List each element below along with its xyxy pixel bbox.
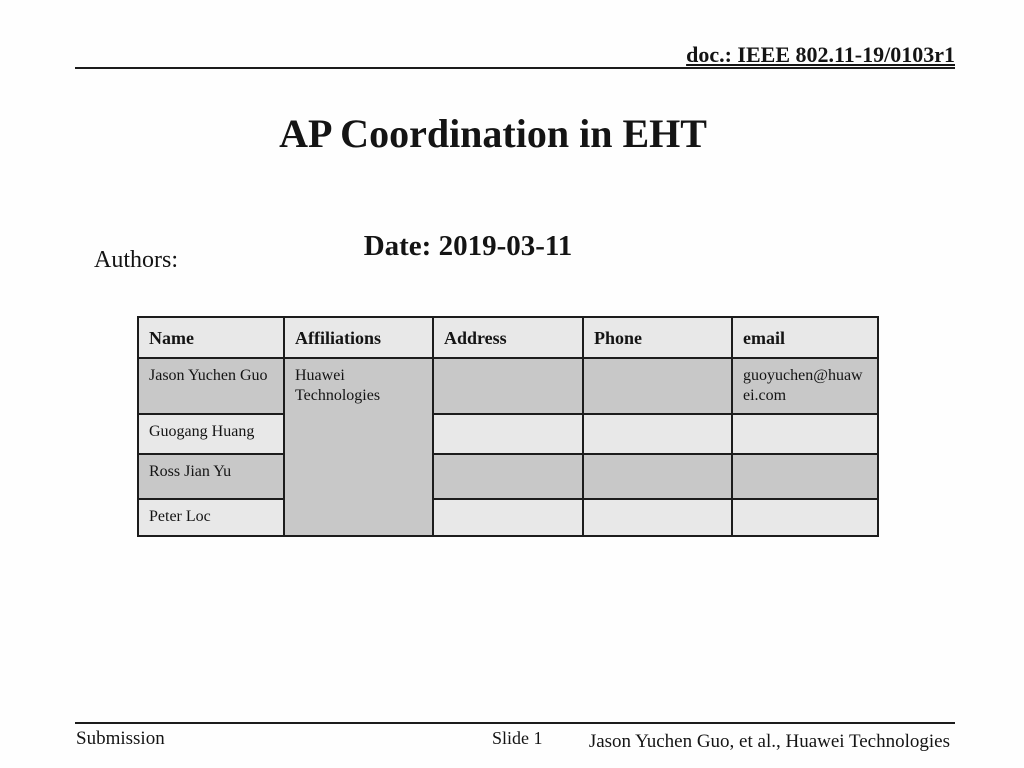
table-row [138, 499, 878, 536]
email-cell [732, 499, 878, 536]
column-header-email: email [732, 317, 878, 358]
phone-cell [583, 358, 732, 414]
slide-title: AP Coordination in EHT [279, 111, 707, 156]
phone-cell [583, 414, 732, 454]
phone-cell [583, 454, 732, 499]
footer-submission-label: Submission [76, 728, 165, 749]
email-cell [732, 414, 878, 454]
address-cell [433, 454, 583, 499]
column-header-name: Name [138, 317, 284, 358]
header-rule [75, 67, 955, 69]
column-header-address: Address [433, 317, 583, 358]
author-name-cell: Jason Yuchen Guo [138, 358, 284, 414]
author-name-cell: Guogang Huang [138, 414, 284, 454]
table-header-row [138, 317, 878, 358]
column-header-affiliations: Affiliations [284, 317, 433, 358]
table-row [138, 454, 878, 499]
table-row [138, 358, 878, 414]
footer-rule [75, 722, 955, 724]
author-name-cell: Peter Loc [138, 499, 284, 536]
column-header-phone: Phone [583, 317, 732, 358]
table-row [138, 414, 878, 454]
footer-attribution: Jason Yuchen Guo, et al., Huawei Technologies [588, 731, 950, 752]
email-cell [732, 454, 878, 499]
affiliation-cell: Huawei Technologies [284, 358, 433, 536]
email-cell: guoyuchen@huawei.com [732, 358, 878, 414]
authors-table [137, 316, 879, 537]
authors-label: Authors: [94, 247, 178, 273]
address-cell [433, 358, 583, 414]
footer-slide-number: Slide 1 [492, 728, 543, 748]
author-name-cell: Ross Jian Yu [138, 454, 284, 499]
address-cell [433, 414, 583, 454]
date-heading: Date: 2019-03-11 [363, 230, 573, 262]
phone-cell [583, 499, 732, 536]
address-cell [433, 499, 583, 536]
doc-number-heading: doc.: IEEE 802.11-19/0103r1 [686, 42, 955, 67]
